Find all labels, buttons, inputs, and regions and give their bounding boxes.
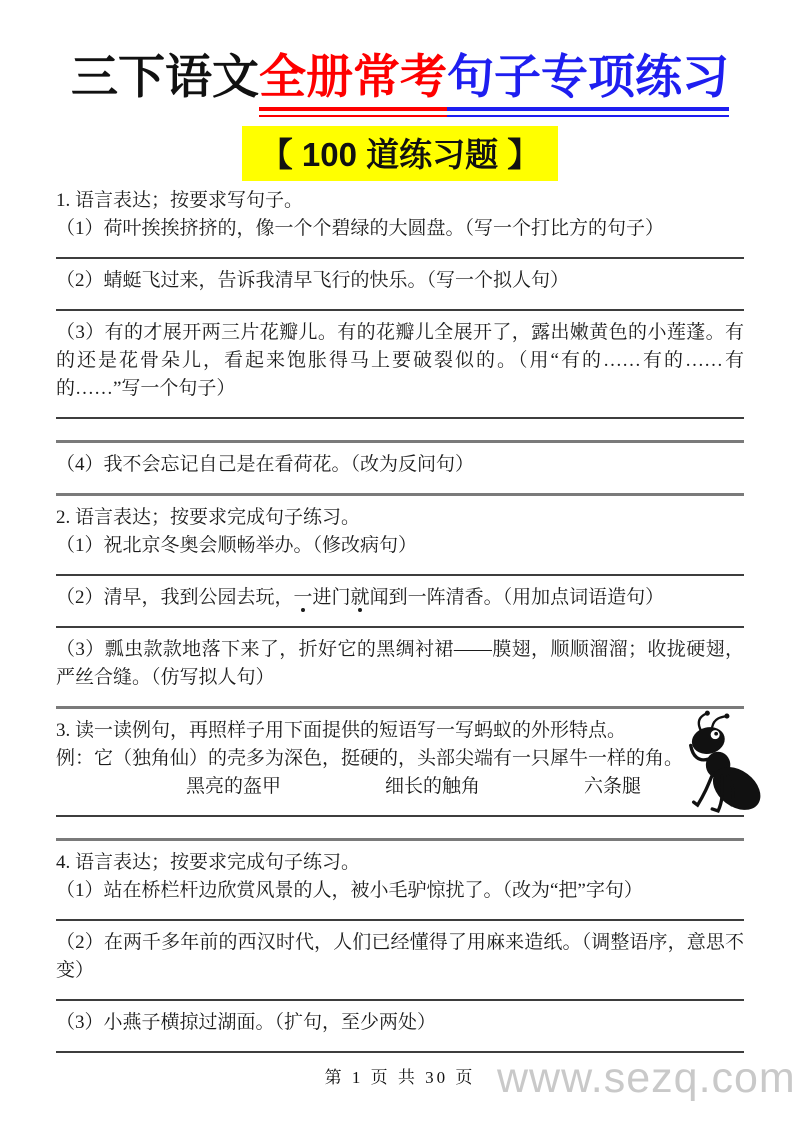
- answer-line: [56, 1051, 744, 1053]
- subtitle-highlight: 【 100 道练习题 】: [242, 126, 559, 181]
- exercise-item: [56, 584, 744, 612]
- exercise-item: 例：它（独角仙）的壳多为深色，挺硬的，头部尖端有一只犀牛一样的角。: [56, 748, 684, 770]
- section-divider: [56, 706, 744, 709]
- answer-line: [56, 257, 744, 259]
- title-segment: 全册常考: [259, 50, 447, 103]
- watermark: www.sezq.com: [497, 1054, 796, 1102]
- section-divider: [56, 440, 744, 443]
- question-heading: 3. 读一读例句，再照样子用下面提供的短语写一写蚂蚁的外形特点。: [56, 717, 744, 745]
- page-number: 第 1 页 共 30 页: [324, 1068, 476, 1088]
- phrase-option: 细长的触角: [385, 776, 481, 798]
- exercise-item: （2）在两千多年前的西汉时代，人们已经懂得了用麻来造纸。（调整语序，意思不变）: [56, 932, 744, 982]
- exercise-item: （2）蜻蜓飞过来，告诉我清早飞行的快乐。（写一个拟人句）: [56, 270, 570, 292]
- exercise-item: （3）瓢虫款款地落下来了，折好它的黑绸衬裙——膜翅，顺顺溜溜；收拢硬翅，严丝合缝。（仿写拟人句）: [56, 639, 744, 689]
- question-heading: 4. 语言表达；按要求完成句子练习。: [56, 852, 361, 874]
- title-segment: 句子专项练习: [447, 50, 729, 103]
- answer-line: [56, 417, 744, 419]
- answer-line: [56, 919, 744, 921]
- emphasized-word: 一: [293, 587, 313, 609]
- exercise-item: （1）站在桥栏杆边欣赏风景的人，被小毛驴惊扰了。（改为“把”字句）: [56, 880, 643, 902]
- text-segment: 闻到一阵清香。（用加点词语造句）: [369, 587, 665, 609]
- section-divider: [56, 838, 744, 841]
- phrase-options: [56, 773, 744, 801]
- title-segment: 三下语文: [71, 50, 259, 103]
- answer-line: [56, 999, 744, 1001]
- exercise-item: （3）小燕子横掠过湖面。（扩句，至少两处）: [56, 1012, 437, 1034]
- answer-line: [56, 309, 744, 311]
- exercise-item: （3）有的才展开两三片花瓣儿。有的花瓣儿全展开了，露出嫩黄色的小莲蓬。有的还是花骨朵儿，看起来饱胀得马上要破裂似的。（用“有的……有的……有的……”写一个句子）: [56, 322, 744, 400]
- exercise-item: （1）荷叶挨挨挤挤的，像一个个碧绿的大圆盘。（写一个打比方的句子）: [56, 218, 665, 240]
- answer-line: [56, 574, 744, 576]
- question-heading: 1. 语言表达；按要求写句子。: [56, 190, 304, 212]
- text-segment: （2）清早，我到公园去玩，: [56, 587, 294, 609]
- text-segment: 进门: [312, 587, 351, 609]
- answer-line: [56, 815, 744, 817]
- phrase-option: 六条腿: [584, 776, 642, 798]
- emphasized-word: 就: [350, 587, 370, 609]
- question-heading: 2. 语言表达；按要求完成句子练习。: [56, 507, 361, 529]
- exercise-item: （4）我不会忘记自己是在看荷花。（改为反问句）: [56, 454, 475, 476]
- answer-line: [56, 626, 744, 628]
- section-divider: [56, 493, 744, 496]
- page-title: [0, 50, 800, 104]
- exercise-content: [0, 181, 800, 1053]
- exercise-item: （1）祝北京冬奥会顺畅举办。（修改病句）: [56, 535, 418, 557]
- phrase-option: 黑亮的盔甲: [186, 776, 282, 798]
